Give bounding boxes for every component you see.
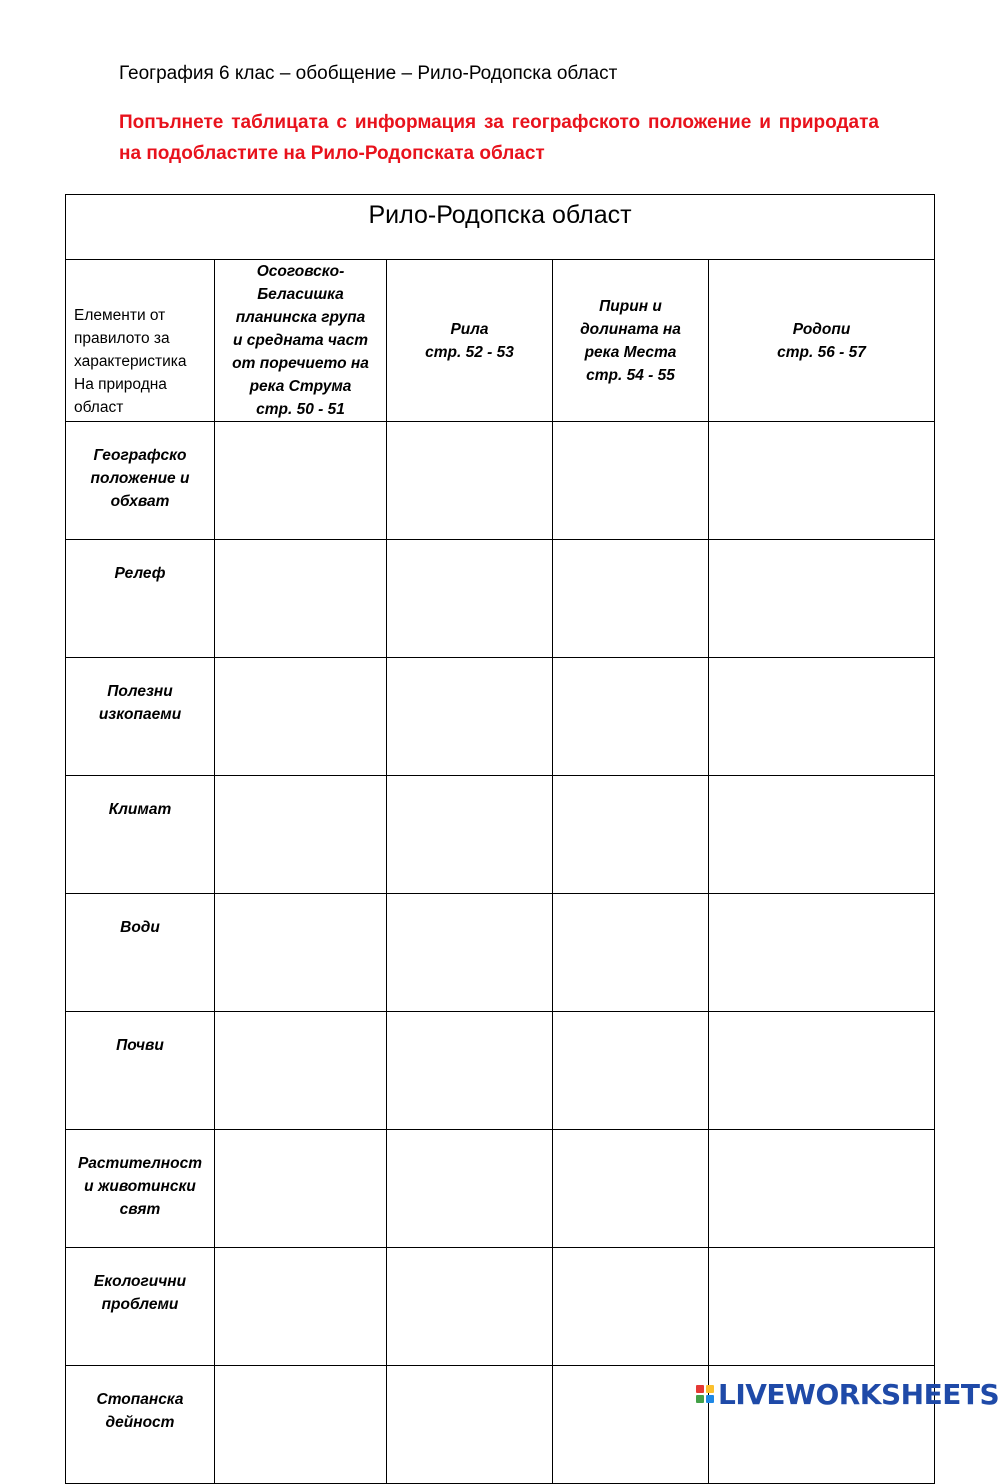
answer-cell[interactable]	[553, 422, 709, 540]
logo-square	[706, 1385, 714, 1393]
answer-cell[interactable]	[215, 422, 387, 540]
instruction-text: Попълнете таблицата с информация за географското положение и природата на подобластите на Рило-Родопската област	[119, 112, 879, 164]
answer-cell[interactable]	[387, 1248, 553, 1366]
liveworksheets-logo[interactable]	[696, 1376, 999, 1412]
answer-cell[interactable]	[387, 422, 553, 540]
answer-cell[interactable]	[387, 658, 553, 776]
answer-cell[interactable]	[553, 1248, 709, 1366]
answer-cell[interactable]	[553, 894, 709, 1012]
row-label-minerals: Полезни изкопаеми	[66, 658, 215, 776]
logo-square	[696, 1395, 704, 1403]
answer-cell[interactable]	[215, 1366, 387, 1484]
table-row	[66, 1248, 935, 1366]
logo-text: LIVEWORKSHEETS	[718, 1377, 1000, 1411]
row-label-soils: Почви	[66, 1012, 215, 1130]
answer-cell[interactable]	[709, 894, 935, 1012]
column-header-rila: Рила стр. 52 - 53	[387, 260, 553, 422]
answer-cell[interactable]	[709, 1130, 935, 1248]
table-row	[66, 1012, 935, 1130]
row-label-ecological-problems: Екологични проблеми	[66, 1248, 215, 1366]
answer-cell[interactable]	[709, 540, 935, 658]
table-row	[66, 894, 935, 1012]
column-header-osogovo: Осоговско- Беласишка планинска група и средната част от поречието на река Струма стр. 50 - 51	[215, 260, 387, 422]
column-header-pirin: Пирин и долината на река Места стр. 54 - 55	[553, 260, 709, 422]
row-label-flora-fauna: Растителност и животински свят	[66, 1130, 215, 1248]
answer-cell[interactable]	[553, 776, 709, 894]
answer-cell[interactable]	[709, 658, 935, 776]
table-row	[66, 658, 935, 776]
row-label-waters: Води	[66, 894, 215, 1012]
answer-cell[interactable]	[553, 540, 709, 658]
answer-cell[interactable]	[215, 1012, 387, 1130]
answer-cell[interactable]	[387, 894, 553, 1012]
answer-cell[interactable]	[215, 658, 387, 776]
answer-cell[interactable]	[709, 422, 935, 540]
answer-cell[interactable]	[215, 776, 387, 894]
answer-cell[interactable]	[709, 776, 935, 894]
row-label-economic-activity: Стопанска дейност	[66, 1366, 215, 1484]
elements-header: Елементи от правилото за характеристика На природна област	[66, 260, 215, 422]
answer-cell[interactable]	[553, 1366, 709, 1484]
table-caption: Рило-Родопска област	[66, 195, 935, 260]
logo-squares-icon	[696, 1385, 714, 1403]
logo-square	[696, 1385, 704, 1393]
page-title: География 6 клас – обобщение – Рило-Родопска област	[119, 63, 618, 84]
answer-cell[interactable]	[709, 1012, 935, 1130]
answer-cell[interactable]	[215, 1130, 387, 1248]
answer-cell[interactable]	[387, 1366, 553, 1484]
table-row	[66, 1130, 935, 1248]
answer-cell[interactable]	[215, 894, 387, 1012]
answer-cell[interactable]	[387, 776, 553, 894]
answer-cell[interactable]	[709, 1248, 935, 1366]
row-label-geographic-position: Географско положение и обхват	[66, 422, 215, 540]
answer-cell[interactable]	[387, 1130, 553, 1248]
row-label-climate: Климат	[66, 776, 215, 894]
table-row	[66, 540, 935, 658]
answer-cell[interactable]	[387, 540, 553, 658]
answer-cell[interactable]	[215, 540, 387, 658]
answer-cell[interactable]	[553, 1012, 709, 1130]
column-header-rhodopes: Родопи стр. 56 - 57	[709, 260, 935, 422]
answer-cell[interactable]	[553, 1130, 709, 1248]
table-row	[66, 776, 935, 894]
answer-cell[interactable]	[387, 1012, 553, 1130]
answer-cell[interactable]	[215, 1248, 387, 1366]
logo-square	[706, 1395, 714, 1403]
region-table	[65, 194, 935, 1484]
row-label-relief: Релеф	[66, 540, 215, 658]
table-row	[66, 422, 935, 540]
answer-cell[interactable]	[553, 658, 709, 776]
